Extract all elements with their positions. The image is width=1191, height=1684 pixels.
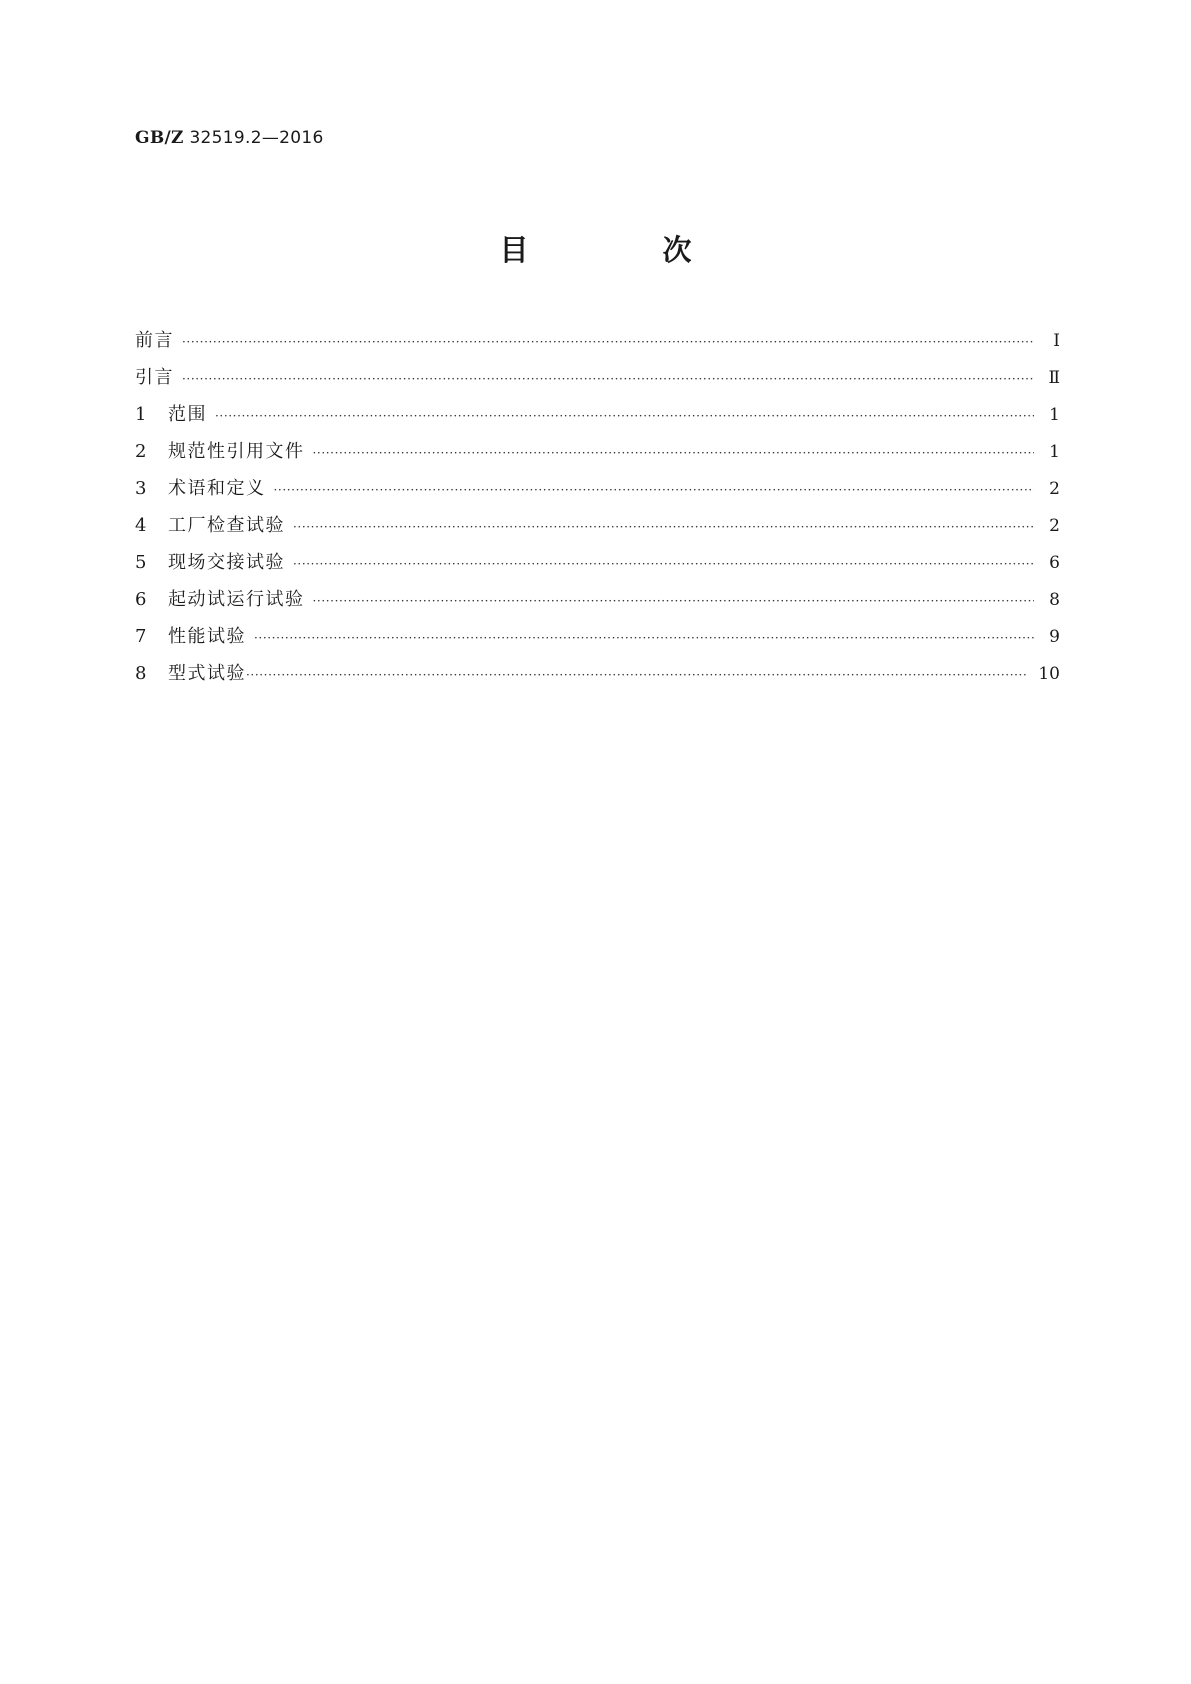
standard-code-number: 32519.2—2016	[189, 128, 324, 148]
page-title: 目 次	[499, 233, 754, 267]
toc-item-label: 起动试运行试验	[168, 589, 305, 610]
toc-item-number: 8	[135, 663, 147, 684]
toc-item-factory-inspection[interactable]	[135, 511, 1060, 548]
toc-item-label: 规范性引用文件	[168, 441, 305, 462]
toc-leader	[293, 557, 1034, 571]
toc-item-label: 引言	[135, 367, 174, 388]
toc-item-label: 范围	[168, 404, 207, 425]
toc-item-site-handover[interactable]	[135, 548, 1060, 585]
toc-leader	[293, 520, 1034, 534]
toc-item-introduction[interactable]	[135, 363, 1060, 400]
toc-item-page: 1	[1049, 442, 1060, 462]
toc-leader	[182, 372, 1034, 386]
toc-leader	[274, 483, 1035, 497]
toc-item-scope[interactable]	[135, 400, 1060, 437]
toc-item-number: 5	[135, 552, 147, 573]
toc-item-number: 3	[135, 478, 147, 499]
toc-item-label: 工厂检查试验	[168, 515, 285, 536]
toc-item-page: 1	[1049, 405, 1060, 425]
toc-item-page: 10	[1038, 664, 1060, 684]
toc-item-page: Ⅱ	[1048, 368, 1060, 388]
toc-item-label: 性能试验	[168, 626, 246, 647]
toc-leader	[254, 631, 1034, 645]
toc-item-normative-references[interactable]	[135, 437, 1060, 474]
standard-code	[135, 128, 324, 148]
toc-item-number: 6	[135, 589, 147, 610]
toc-leader	[246, 668, 1028, 682]
toc-item-page: Ⅰ	[1053, 331, 1060, 351]
toc-item-type-test[interactable]	[135, 659, 1060, 696]
toc-item-performance-test[interactable]	[135, 622, 1060, 659]
toc-item-label: 术语和定义	[168, 478, 266, 499]
toc-item-page: 6	[1049, 553, 1060, 573]
toc-item-foreword[interactable]	[135, 326, 1060, 363]
toc-item-page: 2	[1049, 516, 1060, 536]
toc-item-number: 2	[135, 441, 147, 462]
toc-item-number: 7	[135, 626, 147, 647]
toc-item-page: 8	[1049, 590, 1060, 610]
toc-item-number: 4	[135, 515, 147, 536]
toc-item-label: 前言	[135, 330, 174, 351]
toc-leader	[182, 335, 1034, 349]
toc-item-page: 9	[1049, 627, 1060, 647]
toc-item-commissioning[interactable]	[135, 585, 1060, 622]
toc-item-label: 型式试验	[168, 663, 246, 684]
toc-item-page: 2	[1049, 479, 1060, 499]
toc-item-terms-definitions[interactable]	[135, 474, 1060, 511]
toc-leader	[215, 409, 1034, 423]
toc-item-number: 1	[135, 404, 147, 425]
standard-code-prefix: GB/Z	[135, 128, 184, 148]
toc-leader	[313, 594, 1035, 608]
toc-leader	[313, 446, 1035, 460]
toc-item-label: 现场交接试验	[168, 552, 285, 573]
table-of-contents	[135, 326, 1060, 696]
